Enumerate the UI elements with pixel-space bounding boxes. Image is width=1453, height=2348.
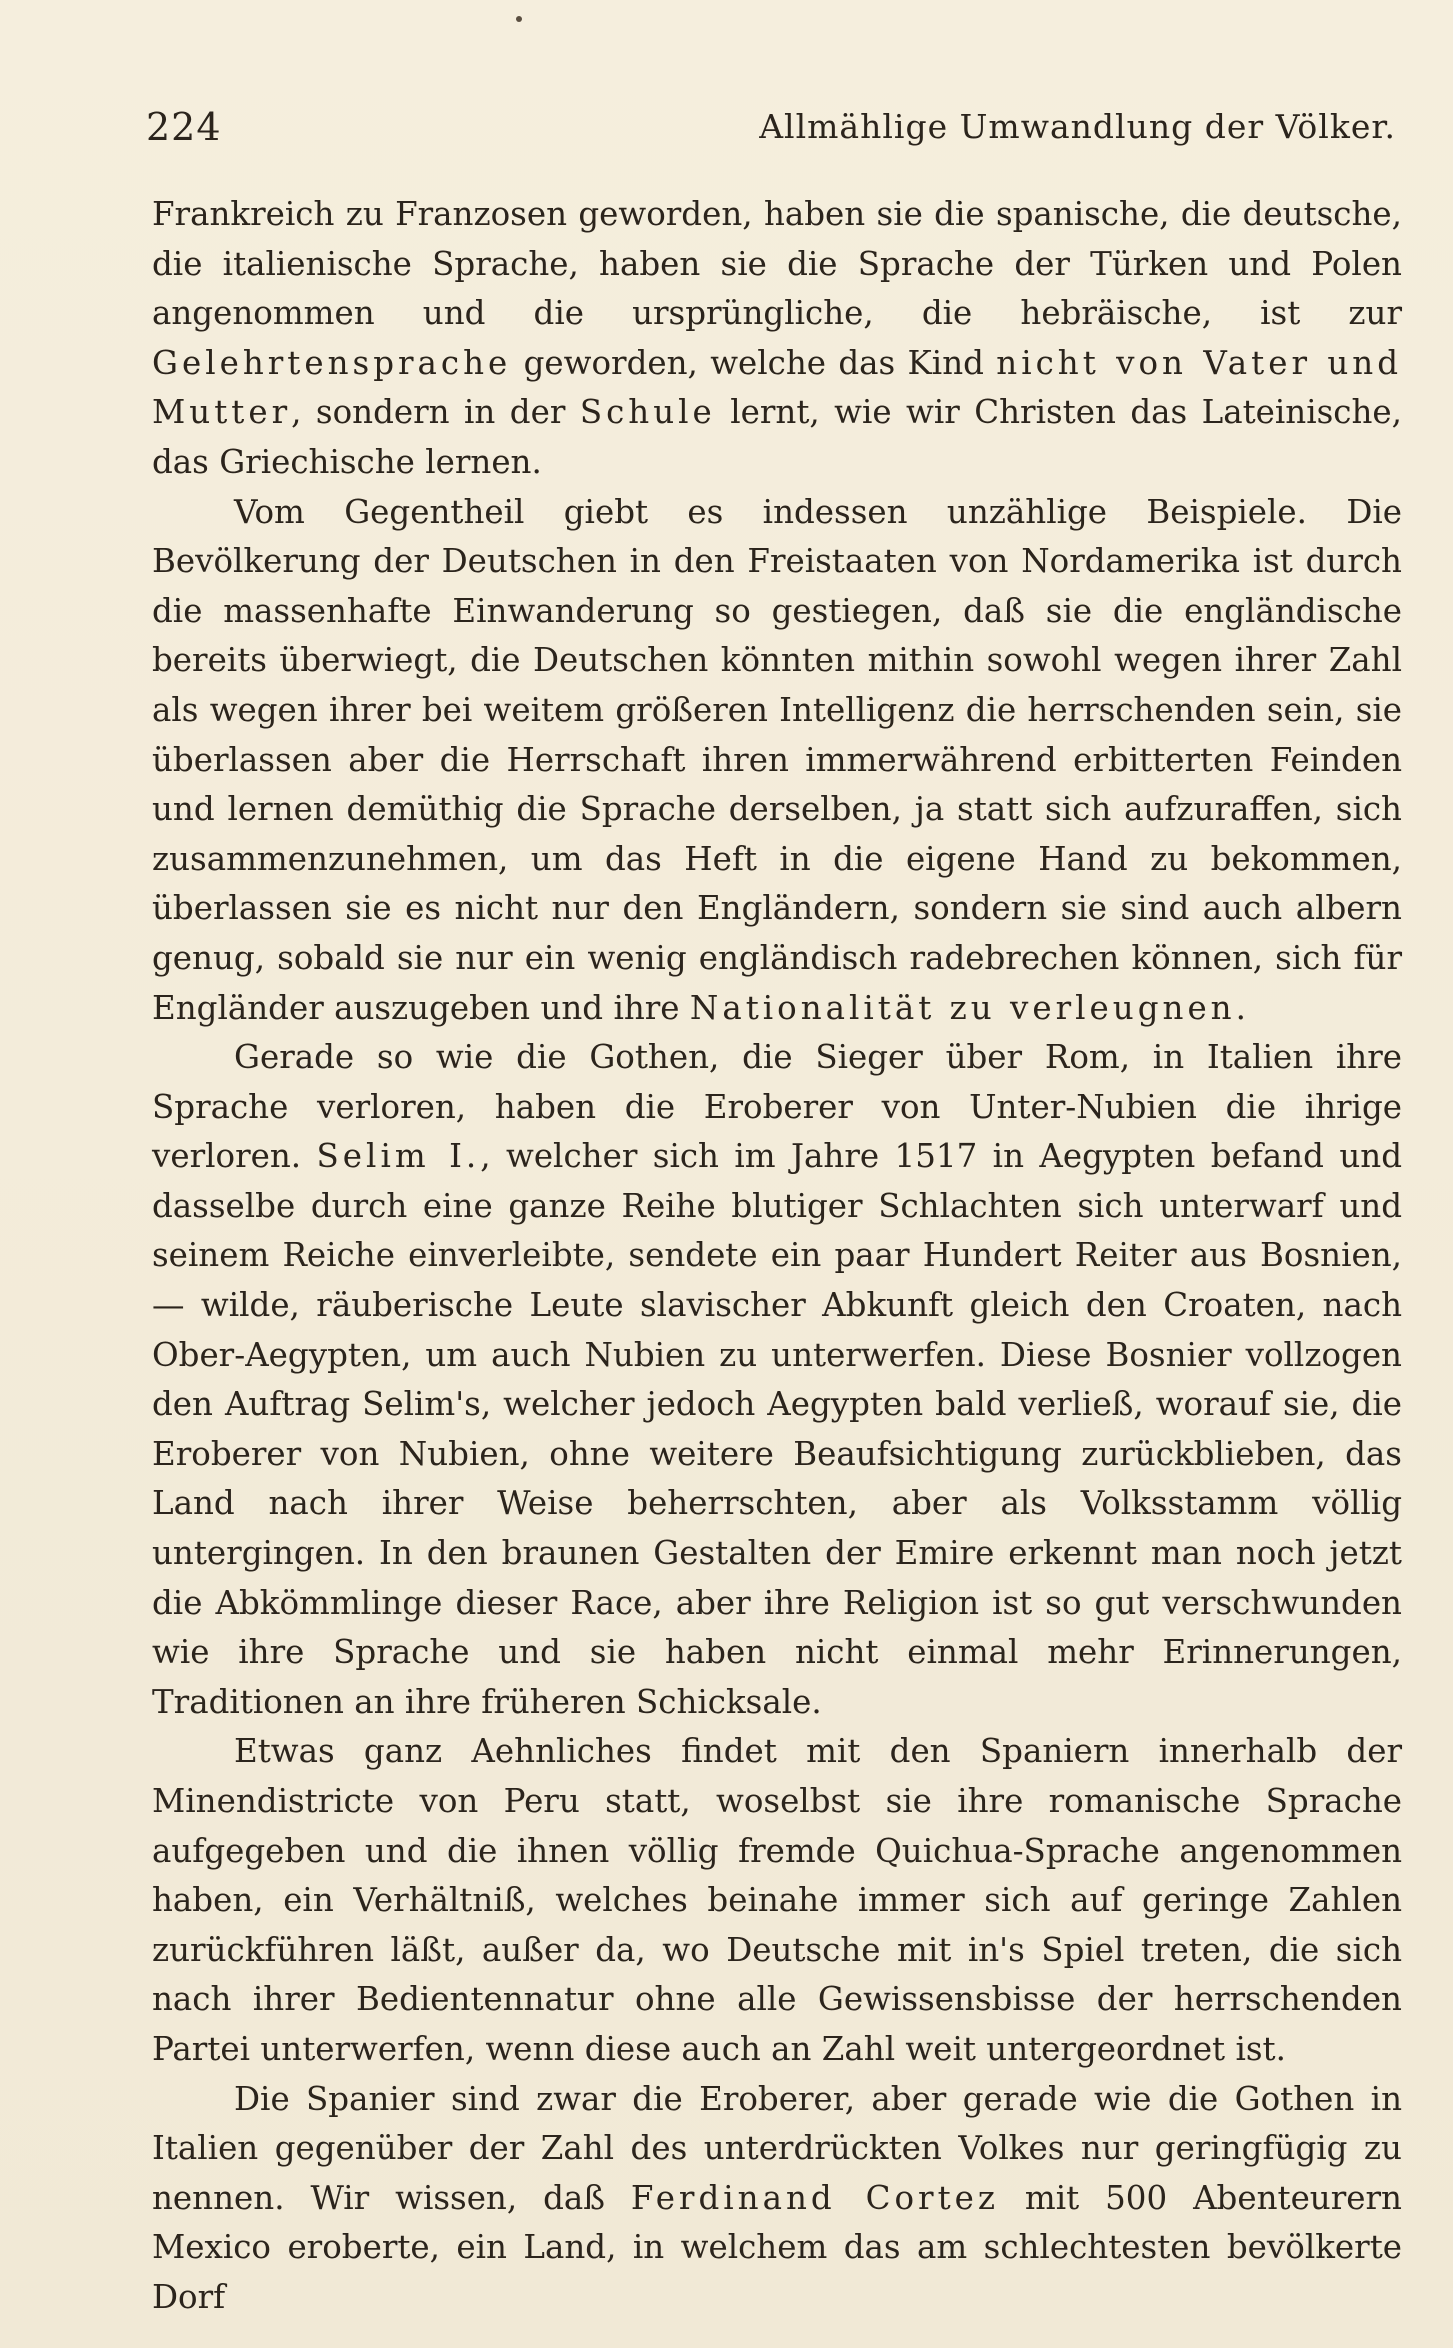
paragraph — [152, 1033, 1402, 1727]
text-run: Vom Gegentheil giebt es indessen unzählige Beispiele. Die Bevölkerung der Deutschen in den Freistaaten von Nordamerika ist durch die massenhafte Einwanderung so gestiegen, daß sie die engländische bereits überwiegt, die Deutschen könnten mithin sowohl wegen ihrer Zahl als wegen ihrer bei weitem größeren Intelligenz die herrschenden sein, sie überlassen aber die Herrschaft ihren immerwährend erbitterten Feinden und lernen demüthig die Sprache derselben, ja statt sich aufzuraffen, sich zusammenzunehmen, um das Heft in die eigene Hand zu bekommen, überlassen sie es nicht nur den Engländern, sondern sie sind auch albern genug, sobald sie nur ein wenig engländisch radebrechen können, sich für Engländer auszugeben und ihre — [152, 492, 1402, 1027]
paragraph — [152, 2075, 1402, 2323]
paragraph — [152, 190, 1402, 488]
page-header — [146, 100, 1396, 154]
text-run: mit 500 Abenteurern Mexico eroberte, ein Land, in welchem das am schlechtesten bevölkerte Dorf — [152, 2178, 1402, 2316]
text-run: . — [1235, 988, 1246, 1027]
text-run: Gerade so wie die Gothen, die Sieger über Rom, in Italien ihre Sprache verloren, haben die Eroberer von Unter-Nubien die ihrige verloren. — [152, 1038, 1402, 1176]
text-run: geworden, welche das Kind — [511, 343, 997, 382]
ink-speck — [516, 16, 522, 22]
text-run: Etwas ganz Aehnliches findet mit den Spaniern innerhalb der Minendistricte von Peru statt, woselbst sie ihre romanische Sprache aufgegeben und die ihnen völlig fremde Quichua-Sprache angenommen haben, ein Verhältniß, welches beinahe immer sich auf geringe Zahlen zurückführen läßt, außer da, wo Deutsche mit in's Spiel treten, die sich nach ihrer Bedientennatur ohne alle Gewissensbisse der herrschenden Partei unterwerfen, wenn diese auch an Zahl weit untergeordnet ist. — [152, 1732, 1402, 2068]
spaced-emphasis: Selim I. — [316, 1137, 481, 1176]
body-text — [152, 190, 1402, 2323]
text-run: lernt, wie wir Christen das Lateinische, das Griechische lernen. — [152, 393, 1402, 481]
paragraph — [152, 488, 1402, 1034]
spaced-emphasis: Ferdinand Cortez — [630, 2178, 1000, 2217]
text-run: Die Spanier sind zwar die Eroberer, aber gerade wie die Gothen in Italien gegenüber der Zahl des unterdrückten Volkes nur geringfügig zu nennen. Wir wissen, daß — [152, 2079, 1402, 2217]
text-run: , sondern in der — [291, 393, 580, 432]
spaced-emphasis: Gelehrtensprache — [152, 343, 512, 382]
spaced-emphasis: nicht von Vater und Mutter — [152, 343, 1403, 432]
text-run: , welcher sich im Jahre 1517 in Aegypten befand und dasselbe durch eine ganze Reihe blutiger Schlachten sich unterwarf und seinem Reiche einverleibte, sendete ein paar Hundert Reiter aus Bosnien, — wilde, räuberische Leute slavischer Abkunft gleich den Croaten, nach Ober-Aegypten, um auch Nubien zu unterwerfen. Diese Bosnier vollzogen den Auftrag Selim's, welcher jedoch Aegypten bald verließ, worauf sie, die Eroberer von Nubien, ohne weitere Beaufsichtigung zurückblieben, das Land nach ihrer Weise beherrschten, aber als Volksstamm völlig untergingen. In den braunen Gestalten der Emire erkennt man noch jetzt die Abkömmlinge dieser Race, aber ihre Religion ist so gut verschwunden wie ihre Sprache und sie haben nicht einmal mehr Erinnerungen, Traditionen an ihre früheren Schicksale. — [152, 1137, 1403, 1721]
running-title: Allmählige Umwandlung der Völker. — [759, 107, 1396, 146]
page-number: 224 — [146, 105, 222, 149]
paragraph — [152, 1727, 1402, 2074]
spaced-emphasis: Schule — [579, 393, 716, 432]
text-run: Frankreich zu Franzosen geworden, haben sie die spanische, die deutsche, die italienische Sprache, haben sie die Sprache der Türken und Polen angenommen und die ursprüngliche, die hebräische, ist zur — [152, 195, 1402, 333]
spaced-emphasis: Nationalität zu verleugnen — [689, 988, 1236, 1027]
